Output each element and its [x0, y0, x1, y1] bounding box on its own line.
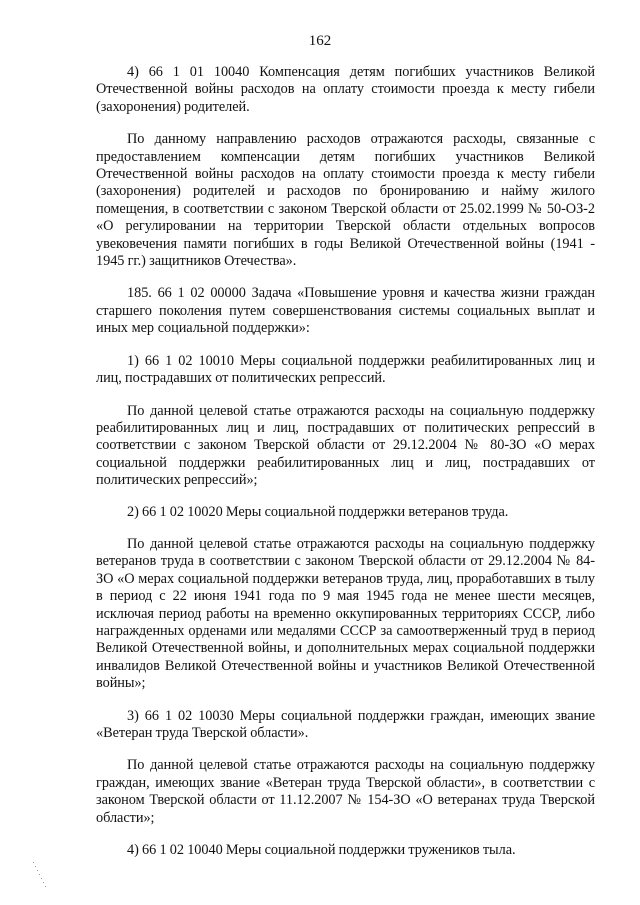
paragraph-labor-veterans-description: По данной целевой статье отражаются расходы на социальную поддержку ветеранов труда в соответствии с законом Тверской области от 29.12.2004 № 84-ЗО «О мерах социальной поддержки ветеранов труда, лиц, проработавших в тылу в период с 22 июня 1941 года по 9 мая 1945 года не менее шести месяцев, исключая период работы на временно оккупированных территориях СССР, либо награжденных орденами или медалями СССР за самоотверженный труд в период Великой Отечественной войны, и дополнительных мерах социальной поддержки инвалидов Великой Отечественной войны и участников Великой Отечественной войны»; — [96, 535, 595, 692]
item-heading-home-front-workers: 4) 66 1 02 10040 Меры социальной поддержки тружеников тыла. — [127, 842, 516, 859]
item-heading-labor-veterans: 2) 66 1 02 10020 Меры социальной поддержки ветеранов труда. — [127, 503, 509, 520]
paragraph-compensation-description: По данному направлению расходов отражаются расходы, связанные с предоставлением компенсации детям погибших участников Великой Отечественной войны расходов на оплату стоимости проезда к месту гибели (захоронения) родителей и расходов по бронированию и найму жилого помещения, в соответствии с законом Тверской области от 25.02.1999 № 50-ОЗ-2 «О регулировании на территории Тверской области отдельных вопросов увековечения памяти погибших в годы Великой Отечественной войны (1941 - 1945 гг.) защитников Отечества». — [96, 131, 595, 270]
document-body — [96, 64, 595, 859]
item-heading-rehabilitated: 1) 66 1 02 10010 Меры социальной поддержки реабилитированных лиц и лиц, пострадавших от политических репрессий. — [96, 352, 595, 387]
item-heading-tver-labor-veterans: 3) 66 1 02 10030 Меры социальной поддержки граждан, имеющих звание «Ветеран труда Тверской области». — [96, 707, 595, 741]
page-number: 162 — [308, 33, 332, 49]
section-185-task-heading: 185. 66 1 02 00000 Задача «Повышение уровня и качества жизни граждан старшего поколения путем совершенствования системы социальных выплат и иных мер социальной поддержки»: — [96, 285, 595, 337]
scan-artifact — [33, 862, 47, 888]
item-heading-compensation-children: 4) 66 1 01 10040 Компенсация детям погибших участников Великой Отечественной войны расходов на оплату стоимости проезда к месту гибели (захоронения) родителей. — [96, 64, 595, 115]
paragraph-rehabilitated-description: По данной целевой статье отражаются расходы на социальную поддержку реабилитированных лиц и лиц, пострадавших от политических репрессий в соответствии с законом Тверской области от 29.12.2004 № 80-ЗО «О мерах социальной поддержки реабилитированных лиц и лиц, пострадавших от политических репрессий»; — [96, 402, 595, 489]
paragraph-tver-labor-veterans-description: По данной целевой статье отражаются расходы на социальную поддержку граждан, имеющих звание «Ветеран труда Тверской области», в соответствии с законом Тверской области от 11.12.2007 № 154-ЗО «О ветеранах труда Тверской области»; — [96, 757, 595, 826]
